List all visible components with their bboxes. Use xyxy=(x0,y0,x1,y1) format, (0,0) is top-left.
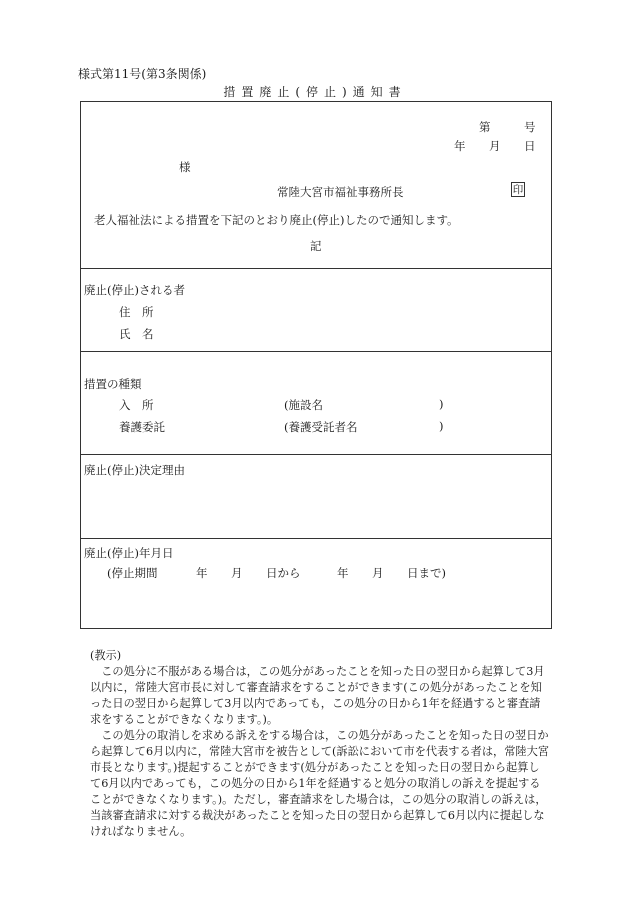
date-day: 日 xyxy=(524,139,536,153)
period-month-1: 月 xyxy=(231,566,243,580)
document-title: 措置廃止(停止)通知書 xyxy=(223,85,407,99)
form-frame xyxy=(80,101,552,629)
period-until: 日まで) xyxy=(407,566,446,580)
ki-marker: 記 xyxy=(310,239,322,253)
type-heading: 措置の種類 xyxy=(84,377,142,391)
seal-mark: 印 xyxy=(512,184,524,196)
admission-close: ) xyxy=(439,397,444,411)
divider-1 xyxy=(81,268,551,269)
number-suffix: 号 xyxy=(524,120,536,134)
period-from: 日から xyxy=(266,566,301,580)
instructions-paragraph-1: この処分に不服がある場合は，この処分があったことを知った日の翌日から起算して3月以内に，常陸大宮市長に対して審査請求をすることができます(この処分があったことを知った日の翌日から起算して3月以内であっても，この処分の日から1年を経過すると審査請求をすることができなくなります。)。 xyxy=(90,665,545,726)
addressee-suffix: 様 xyxy=(179,160,191,174)
instructions xyxy=(90,648,550,840)
reason-heading: 廃止(停止)決定理由 xyxy=(84,463,185,477)
period-year-1: 年 xyxy=(196,566,208,580)
date-year: 年 xyxy=(454,139,466,153)
instructions-paragraph-2: この処分の取消しを求める訴えをする場合は，この処分があったことを知った日の翌日から起算して6月以内に，常陸大宮市を被告として(訴訟において市を代表する者は，常陸大宮市長となります。)提起することができます(処分があったことを知った日の翌日から起算して6月以内であっても，この処分の日から1年を経過すると処分の取消しの訴えを提起することができなくなります。)。ただし，審査請求をした場合は，この処分の取消しの訴えは，当該審査請求に対する裁決があったことを知った日の翌日から起算して6月以内に提起しなければなりません。 xyxy=(90,729,549,838)
name-label: 氏 名 xyxy=(119,327,154,341)
date-month: 月 xyxy=(489,139,501,153)
divider-3 xyxy=(81,454,551,455)
sender-name: 常陸大宮市福祉事務所長 xyxy=(277,185,404,199)
period-month-2: 月 xyxy=(372,566,384,580)
notice-statement: 老人福祉法による措置を下記のとおり廃止(停止)したので通知します。 xyxy=(94,213,459,227)
person-heading: 廃止(停止)される者 xyxy=(84,283,185,297)
care-close: ) xyxy=(439,419,444,433)
period-open: (停止期間 xyxy=(107,566,158,580)
period-year-2: 年 xyxy=(337,566,349,580)
admission-detail: (施設名 xyxy=(284,398,323,412)
divider-4 xyxy=(81,538,551,539)
address-label: 住 所 xyxy=(119,305,154,319)
divider-2 xyxy=(81,351,551,352)
instructions-heading: (教示) xyxy=(90,649,122,662)
number-label: 第 xyxy=(479,120,491,134)
date-heading: 廃止(停止)年月日 xyxy=(84,546,174,560)
care-label: 養護委託 xyxy=(119,420,165,434)
admission-label: 入 所 xyxy=(119,398,154,412)
care-detail: (養護受託者名 xyxy=(284,420,358,434)
form-number: 様式第11号(第3条関係) xyxy=(78,67,207,81)
